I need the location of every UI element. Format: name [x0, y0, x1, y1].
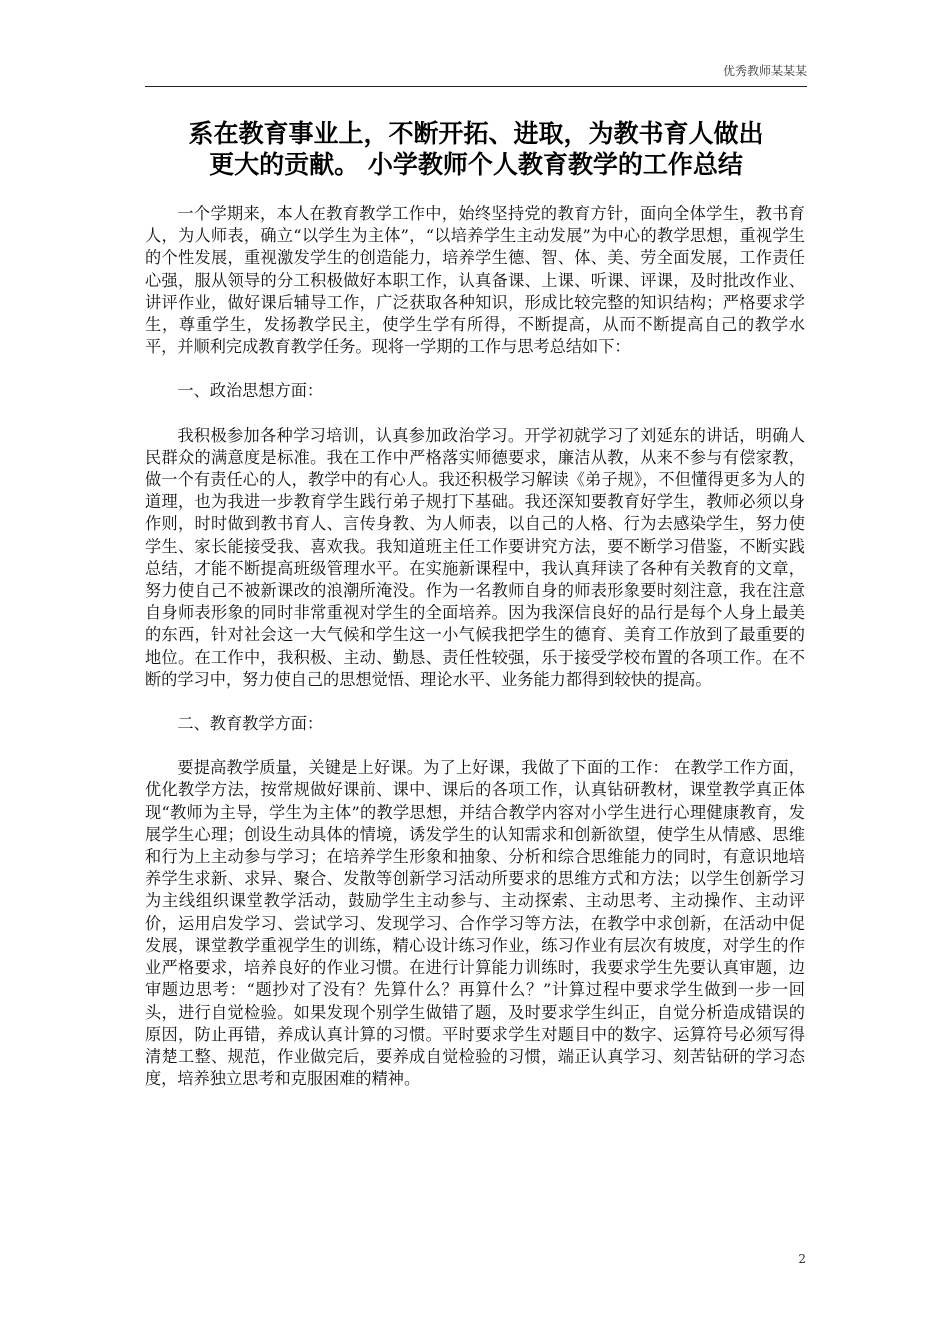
- running-title: 优秀教师某某某: [722, 64, 807, 78]
- page-header: [145, 64, 807, 87]
- paragraph-spacer: [145, 403, 805, 425]
- paragraph-spacer: [145, 691, 805, 713]
- paragraph-spacer: [145, 735, 805, 757]
- section-heading-teaching: 二、教育教学方面：: [177, 714, 324, 734]
- section-body-teaching: 要提高教学质量，关键是上好课。为了上好课，我做了下面的工作： 在教学工作方面，优化教学方法，按常规做好课前、课中、课后的各项工作，认真钻研教材，课堂教学真正体现“教师为主导，学生为主体”的教学思想，并结合教学内容对小学生进行心理健康教育，发展学生心理；创设生动具体的情境，诱发学生的认知需求和创新欲望，使学生从情感、思维和行为上主动参与学习；在培养学生形象和抽象、分析和综合思维能力的同时，有意识地培养学生求新、求异、聚合、发散等创新学习活动所要求的思维方式和方法；以学生创新学习为主线组织课堂教学活动，鼓励学生主动参与、主动探索、主动思考、主动操作、主动评价，运用启发学习、尝试学习、发现学习、合作学习等方法，在教学中求创新，在活动中促发展，课堂教学重视学生的训练，精心设计练习作业，练习作业有层次有坡度，对学生的作业严格要求，培养良好的作业习惯。在进行计算能力训练时，我要求学生先要认真审题，边审题边思考：“题抄对了没有？先算什么？再算什么？”计算过程中要求学生做到一步一回头，进行自觉检验。如果发现个别学生做错了题，及时要求学生纠正，自觉分析造成错误的原因，防止再错，养成认真计算的习惯。平时要求学生对题目中的数字、运算符号必须写得清楚工整、规范，作业做完后，要养成自觉检验的习惯，端正认真学习、刻苦钻研的学习态度，培养独立思考和克服困难的精神。: [145, 758, 805, 1089]
- document-body: [145, 203, 805, 1090]
- section-body-politics: 我积极参加各种学习培训，认真参加政治学习。开学初就学习了刘延东的讲话，明确人民群众的满意度是标准。我在工作中严格落实师德要求，廉洁从教，从来不参与有偿家教，做一个有责任心的人，教学中的有心人。我还积极学习解读《弟子规》，不但懂得更多为人的道理，也为我进一步教育学生践行弟子规打下基础。我还深知要教育好学生，教师必须以身作则，时时做到教书育人、言传身教、为人师表，以自己的人格、行为去感染学生，努力使学生、家长能接受我、喜欢我。我知道班主任工作要讲究方法，要不断学习借鉴，不断实践总结，才能不断提高班级管理水平。在实施新课程中，我认真拜读了各种有关教育的文章，努力使自己不被新课改的浪潮所淹没。作为一名教师自身的师表形象要时刻注意，我在注意自身师表形象的同时非常重视对学生的全面培养。因为我深信良好的品行是每个人身上最美的东西，针对社会这一大气候和学生这一小气候我把学生的德育、美育工作放到了最重要的地位。在工作中，我积极、主动、勤恳、责任性较强，乐于接受学校布置的各项工作。在不断的学习中，努力使自己的思想觉悟、理论水平、业务能力都得到较快的提高。: [145, 425, 805, 689]
- intro-paragraph: 一个学期来，本人在教育教学工作中，始终坚持党的教育方针，面向全体学生，教书育人，为人师表，确立“以学生为主体”，“以培养学生主动发展”为中心的教学思想，重视学生的个性发展，重视激发学生的创造能力，培养学生德、智、体、美、劳全面发展，工作责任心强，服从领导的分工积极做好本职工作，认真备课、上课、听课、评课，及时批改作业、讲评作业，做好课后辅导工作，广泛获取各种知识，形成比较完整的知识结构；严格要求学生，尊重学生，发扬教学民主，使学生学有所得，不断提高，从而不断提高自己的教学水平，并顺利完成教育教学任务。现将一学期的工作与思考总结如下：: [145, 204, 805, 357]
- title-line-2: 更大的贡献。 小学教师个人教育教学的工作总结: [209, 150, 743, 179]
- title-line-1: 系在教育事业上，不断开拓、进取，为教书育人做出: [188, 119, 764, 148]
- paragraph-spacer: [145, 358, 805, 380]
- page-number: 2: [798, 1252, 806, 1266]
- document-title: [145, 118, 807, 180]
- section-heading-politics: 一、政治思想方面：: [177, 381, 324, 401]
